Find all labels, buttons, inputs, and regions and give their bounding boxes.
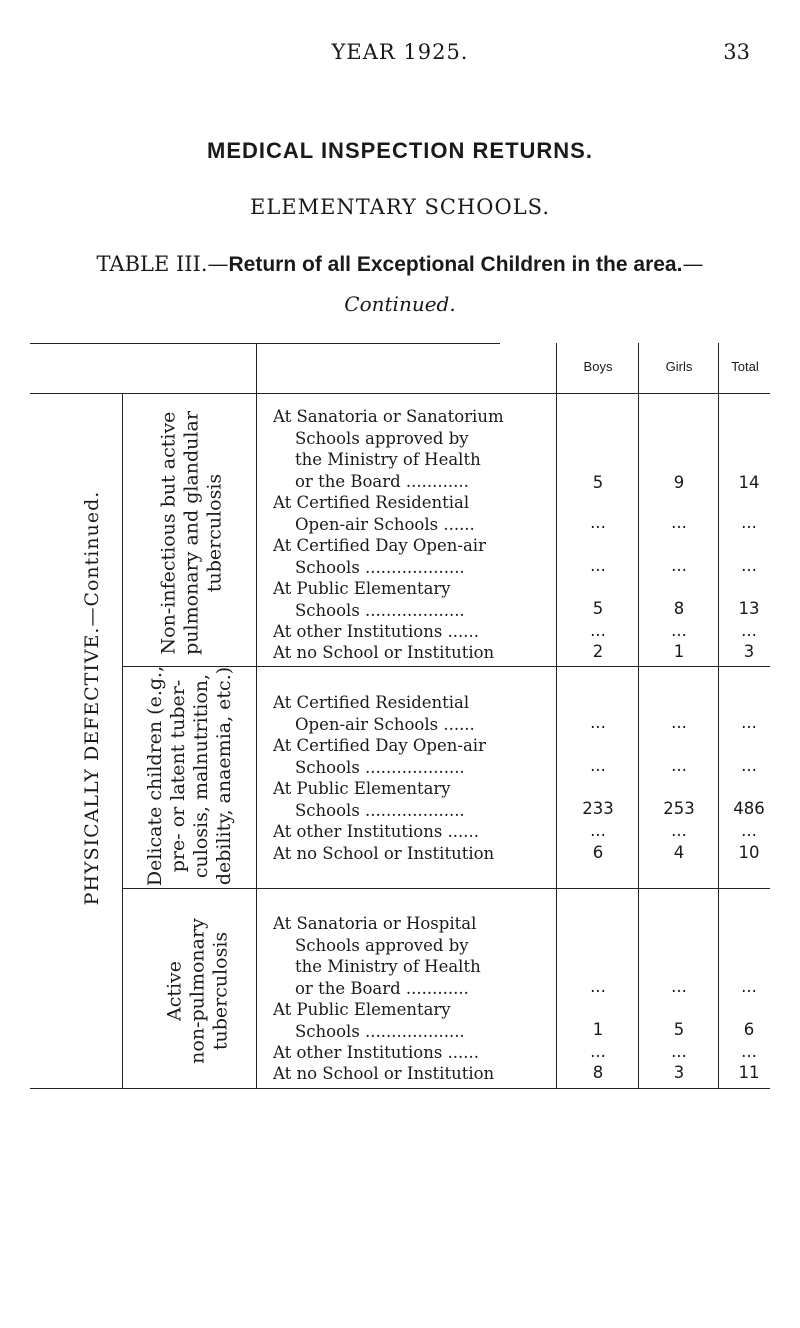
running-head-title: YEAR 1925.: [331, 40, 469, 64]
group-label-3-line-3: tuberculosis: [209, 931, 232, 1051]
group-label-2-text: [144, 666, 236, 886]
row-label-line: Schools approved by: [295, 935, 469, 955]
row-label: [273, 692, 573, 735]
header-rule: [30, 393, 770, 394]
cell-total: 10: [738, 843, 760, 862]
row-label: [273, 621, 573, 643]
row-label-line: Schools ...................: [295, 600, 465, 620]
row-label-line: At Public Elementary: [273, 1000, 451, 1019]
cell-boys: ...: [590, 977, 606, 996]
cell-total: ...: [741, 1042, 757, 1061]
cell-total: 3: [743, 642, 755, 661]
row-label: [273, 778, 573, 821]
group-label-2-line-3: culosis, malnutrition,: [190, 673, 212, 879]
side-label-text: PHYSICALLY DEFECTIVE.—Continued.: [81, 490, 103, 906]
cell-total: 14: [738, 473, 760, 492]
group-label-1-line-2: pulmonary and glandular: [180, 411, 203, 655]
row-label-line: At no School or Institution: [273, 643, 495, 662]
column-header-total: Total: [731, 359, 759, 374]
row-label-line: Schools ...................: [295, 557, 465, 577]
column-header-boys: Boys: [583, 359, 613, 374]
cell-girls: ...: [671, 513, 687, 532]
row-label-line: Schools ...................: [295, 1021, 465, 1041]
row-label-line: Schools ...................: [295, 800, 465, 820]
cell-girls: 4: [673, 843, 685, 862]
group-label-2-line-4: debility, anaemia, etc.): [213, 666, 235, 886]
cell-boys: 5: [592, 599, 604, 618]
exceptional-children-table: [30, 343, 770, 1088]
cell-girls: ...: [671, 756, 687, 775]
cell-boys: ...: [590, 621, 606, 640]
cell-boys: 2: [592, 642, 604, 661]
row-label: [273, 492, 573, 535]
row-label-line: or the Board ............: [295, 978, 469, 998]
row-label-line: At Sanatoria or Hospital: [273, 914, 477, 933]
table-number: TABLE III.—: [96, 252, 229, 276]
row-label-line: At no School or Institution: [273, 1064, 495, 1083]
row-label: [273, 406, 573, 492]
table-title: [0, 252, 800, 277]
cell-total: ...: [741, 713, 757, 732]
cell-boys: ...: [590, 821, 606, 840]
row-label-line: Open-air Schools ......: [295, 714, 475, 734]
cell-total: ...: [741, 556, 757, 575]
row-label-line: At other Institutions ......: [273, 1043, 480, 1062]
row-label: [273, 1042, 573, 1064]
group-label-1-line-1: Non-infectious but active: [157, 411, 180, 655]
group-label-2-line-2: pre- or latent tuber-: [167, 679, 189, 873]
row-label-line: At other Institutions ......: [273, 622, 480, 641]
continued-note: Continued.: [344, 292, 456, 316]
cell-boys: 6: [592, 843, 604, 862]
cell-boys: ...: [590, 1042, 606, 1061]
cell-girls: ...: [671, 821, 687, 840]
group-label-1-line-3: tuberculosis: [203, 473, 226, 593]
cell-boys: 1: [592, 1020, 604, 1039]
row-label-line: At Public Elementary: [273, 579, 451, 598]
cell-total: 486: [733, 799, 765, 818]
cell-total: ...: [741, 513, 757, 532]
group-label-3-line-1: Active: [163, 960, 186, 1022]
row-label: [273, 642, 573, 664]
cell-total: 11: [738, 1063, 760, 1082]
cell-girls: 253: [663, 799, 695, 818]
row-label-line: At other Institutions ......: [273, 822, 480, 841]
row-label: [273, 843, 573, 865]
cell-girls: 1: [673, 642, 685, 661]
row-label: [273, 821, 573, 843]
row-label: [273, 535, 573, 578]
row-label: [273, 735, 573, 778]
group-label-1-text: [158, 411, 227, 655]
cell-boys: ...: [590, 713, 606, 732]
cell-girls: 8: [673, 599, 685, 618]
cell-boys: ...: [590, 756, 606, 775]
cell-total: ...: [741, 621, 757, 640]
row-label-line: At Certified Day Open-air: [273, 736, 486, 755]
cell-girls: ...: [671, 977, 687, 996]
cell-girls: 5: [673, 1020, 685, 1039]
label-rule: [256, 343, 257, 1088]
running-head: [0, 40, 800, 70]
cell-total: ...: [741, 756, 757, 775]
table-bottom-rule: [30, 1088, 770, 1089]
cell-boys: 5: [592, 473, 604, 492]
row-label-line: At Sanatoria or Sanatorium: [273, 407, 504, 426]
group-rule-2: [122, 888, 770, 889]
page-subtitle: ELEMENTARY SCHOOLS.: [250, 195, 550, 219]
row-label-line: Schools approved by: [295, 428, 469, 448]
row-label: [273, 1063, 573, 1085]
cell-girls: ...: [671, 713, 687, 732]
row-label-line: At Certified Day Open-air: [273, 536, 486, 555]
row-label-line: At Certified Residential: [273, 693, 470, 712]
cell-girls: ...: [671, 556, 687, 575]
cell-girls: 9: [673, 473, 685, 492]
row-label: [273, 999, 573, 1042]
page-number: 33: [723, 40, 750, 64]
row-label-line: or the Board ............: [295, 471, 469, 491]
row-label-line: the Ministry of Health: [295, 450, 481, 469]
page-title: MEDICAL INSPECTION RETURNS.: [207, 138, 593, 163]
cell-total: 13: [738, 599, 760, 618]
cell-total: 6: [743, 1020, 755, 1039]
cell-boys: 233: [582, 799, 614, 818]
column-header-girls: Girls: [665, 359, 693, 374]
cell-girls: ...: [671, 621, 687, 640]
group-label-3-line-2: non-pulmonary: [186, 918, 209, 1064]
group-label-2-line-1: Delicate children (e.g.,: [144, 665, 166, 887]
cell-girls: ...: [671, 1042, 687, 1061]
row-label-line: Schools ...................: [295, 757, 465, 777]
row-label: [273, 913, 573, 999]
cell-boys: ...: [590, 556, 606, 575]
cell-total: ...: [741, 977, 757, 996]
row-label: [273, 578, 573, 621]
cell-girls: 3: [673, 1063, 685, 1082]
table-title-text: Return of all Exceptional Children in the area.: [228, 253, 683, 276]
side-rule: [122, 393, 123, 1088]
table-title-dash: —: [682, 252, 704, 276]
row-label-line: At Certified Residential: [273, 493, 470, 512]
group-label-3-text: [164, 918, 233, 1064]
row-label-line: Open-air Schools ......: [295, 514, 475, 534]
row-label-line: At Public Elementary: [273, 779, 451, 798]
row-label-line: At no School or Institution: [273, 844, 495, 863]
cell-boys: 8: [592, 1063, 604, 1082]
table-top-rule: [30, 343, 500, 344]
cell-boys: ...: [590, 513, 606, 532]
row-label-line: the Ministry of Health: [295, 957, 481, 976]
cell-total: ...: [741, 821, 757, 840]
